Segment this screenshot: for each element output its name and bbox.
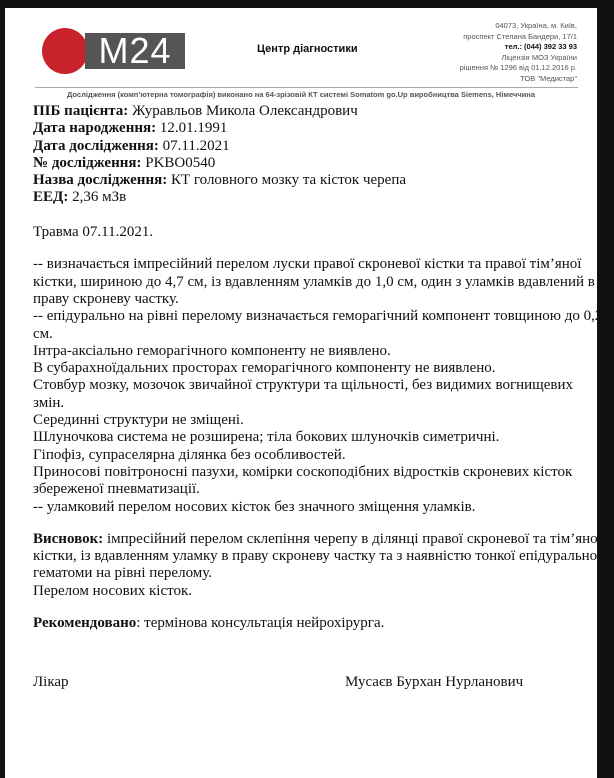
report-page <box>5 8 603 778</box>
finding-line: см. <box>33 325 53 342</box>
conclusion-line: гематоми на рівні перелому. <box>33 565 213 582</box>
label: ЕЕД: <box>33 189 69 206</box>
label: Назва дослідження: <box>33 172 168 189</box>
trauma-line: Травма 07.11.2021. <box>33 224 154 241</box>
finding-line: збереженої пневматизації. <box>33 481 200 498</box>
clinic-address <box>460 21 577 84</box>
value: 07.11.2021 <box>158 137 230 154</box>
study-date-row <box>33 138 602 155</box>
equipment-note: Дослідження (комп’ютерна томографія) виконано на 64-зрізовій КТ системі Somatom go.Up виробництва Siemens, Німеччина <box>67 90 535 99</box>
label: № дослідження: <box>33 154 142 171</box>
address-line: 04073, Україна, м. Київ, <box>495 21 577 30</box>
eed-row <box>33 189 602 206</box>
study-number-row <box>33 155 602 172</box>
conclusion-line: кістки, із вдавленням уламку в праву скроневу частку та з наявністю тонкої епідуральної <box>33 548 602 565</box>
finding-line: Інтра-аксіально геморагічного компоненту не виявлено. <box>33 342 391 359</box>
conclusion-line <box>33 531 602 548</box>
center-title: Центр діагностики <box>257 43 358 55</box>
finding-line: змін. <box>33 394 65 411</box>
signature-role: Лікар <box>33 674 69 690</box>
doctor-name: Мусаєв Бурхан Нурланович <box>345 674 524 690</box>
address-line: проспект Степана Бандери, 17/1 <box>463 31 577 41</box>
report-body <box>33 103 602 632</box>
recommendation-label: Рекомендовано <box>33 615 137 632</box>
header-divider <box>35 87 578 88</box>
finding-line: Приносові повітроносні пазухи, комірки соскоподібних відростків скроневих кісток <box>33 463 573 480</box>
license-line: рішення № 1296 від 01.12.2016 р. <box>459 63 577 72</box>
license-line: Ліцензія МОЗ України <box>501 52 577 62</box>
finding-line: кістки, шириною до 4,7 см, із вдавленням уламків до 1,0 см, один з уламків вдавлений в <box>33 273 595 290</box>
value: КТ головного мозку та кісток черепа <box>167 172 407 189</box>
finding-line: -- уламковий перелом носових кісток без значного зміщення уламків. <box>33 498 476 515</box>
finding-line: -- епідурально на рівні перелому визначається геморагічний компонент товщиною до 0,2 <box>33 308 603 325</box>
conclusion-label: Висновок: <box>33 530 104 547</box>
dob-row <box>33 120 602 137</box>
recommendation-line <box>33 615 602 632</box>
finding-line: Стовбур мозку, мозочок звичайної структури та щільності, без видимих вогнищевих <box>33 377 573 394</box>
value: 12.01.1991 <box>156 120 228 137</box>
finding-line: -- визначається імпресійний перелом луски правої скроневої кістки та правої тім’яної <box>33 256 582 273</box>
logo-circle-icon <box>42 28 88 74</box>
finding-line: Серединні структури не зміщені. <box>33 412 244 429</box>
recommendation-text: : термінова консультація нейрохірурга. <box>136 615 385 632</box>
finding-line: Гіпофіз, супраселярна ділянка без особливостей. <box>33 446 346 463</box>
conclusion-line: Перелом носових кісток. <box>33 582 193 599</box>
finding-line: В субарахноїдальних просторах геморагічного компоненту не виявлено. <box>33 360 496 377</box>
value: PKBO0540 <box>141 154 216 171</box>
label: ПІБ пацієнта: <box>33 103 129 119</box>
finding-line: праву скроневу частку. <box>33 290 179 307</box>
phone: тел.: (044) 392 33 93 <box>504 42 577 51</box>
value: 2,36 мЗв <box>68 189 127 206</box>
label: Дата дослідження: <box>33 137 159 154</box>
conclusion-text: імпресійний перелом склепіння черепу в ділянці правої скроневої та тім’яної <box>103 530 602 547</box>
label: Дата народження: <box>33 120 157 137</box>
finding-line: Шлуночкова система не розширена; тіла бокових шлуночків симетричні. <box>33 429 500 446</box>
study-name-row <box>33 172 602 189</box>
logo: M24 <box>85 33 185 69</box>
license-line: ТОВ "Медистар" <box>520 73 577 83</box>
patient-name-row <box>33 103 602 120</box>
value: Журавльов Микола Олександрович <box>128 103 358 119</box>
